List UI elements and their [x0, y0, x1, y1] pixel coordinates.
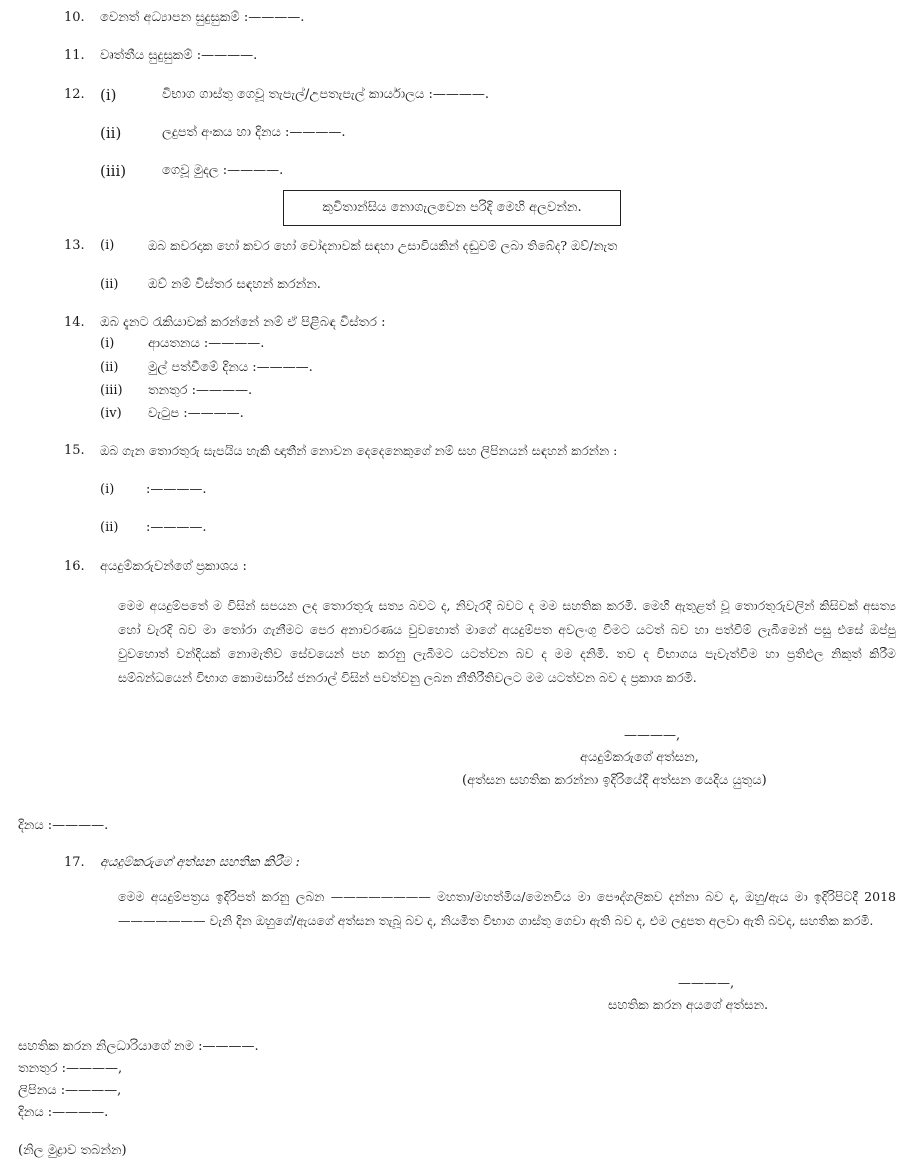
item-14-iii-field: තනතුර :————.: [148, 383, 253, 398]
date-field: දිනය :————.: [18, 818, 109, 833]
signature-certification: මෙම අයදුම්පත්‍රය ඉදිරිපත් කරනු ලබන ———————— මහතා/මහත්මිය/මෙනවිය මා පෞද්ගලිකව දන්නා බව ද, ඔහු/ඇය මා ඉදිරිපිටදී 2018 ——————— වැනි දින ඔහුගේ/ඇයගේ අත්සන තැබූ බව ද, නියමිත විභාග ගාස්තු ගෙවා ඇති බව ද, එම ලදුපත අලවා ඇති බවද, සහතික කරමි.: [118, 889, 896, 928]
item-14-ii-field: මුල් පත්වීමේ දිනය :————.: [148, 360, 313, 375]
item-13-i-question: ඔබ කවරදාක හෝ කවර හෝ චෝදනාවක් සඳහා උසාවියකින් දඬුවම් ලබා තිබේද? ඔව්/නැත: [148, 238, 618, 253]
item-10-field: වෙනත් අධ්‍යාපන සුදුසුකම් :————.: [100, 10, 305, 25]
item-14-heading: ඔබ දැනට රැකියාවක් කරන්නේ නම් ඒ පිළිබඳ විස්තර :: [100, 315, 386, 330]
officer-date-field: දිනය :————.: [18, 1105, 109, 1120]
item-13-ii-text: ඔව් නම් විස්තර සඳහන් කරන්න.: [148, 277, 321, 292]
item-15-i-field: :————.: [146, 482, 207, 497]
item-17-heading: අයදුම්කරුගේ අත්සන සහතික කිරීම :: [100, 855, 300, 870]
item-12-iii-label: (iii): [100, 162, 127, 180]
item-17-number: 17.: [64, 855, 85, 870]
item-12-i-field: විභාග ගාස්තු ගෙවූ තැපැල්/උපතැපැල් කාර්යාලය :————.: [162, 87, 490, 102]
item-16-heading: අයදුම්කරුවන්ගේ ප්‍රකාශය :: [100, 559, 247, 574]
item-15-heading: ඔබ ගැන තොරතුරු සැපයිය හැකි ඥාතීන් නොවන දෙදෙනෙකුගේ නම් සහ ලිපිනයන් සඳහන් කරන්න :: [100, 443, 618, 458]
item-15-ii-label: (ii): [100, 520, 119, 535]
item-13-number: 13.: [64, 238, 85, 253]
item-14-number: 14.: [64, 315, 85, 330]
item-14-i-field: ආයතනය :————.: [148, 336, 265, 351]
item-15-i-label: (i): [100, 482, 115, 497]
officer-name-field: සහතික කරන නිලධාරියාගේ නම :————.: [18, 1039, 259, 1054]
item-10-number: 10.: [64, 10, 85, 25]
item-13-i-label: (i): [100, 238, 115, 253]
officer-address-field: ලිපිනය :————,: [18, 1083, 122, 1098]
item-11-field: වෘත්තීය සුදුසුකම් :————.: [100, 48, 258, 63]
item-12-i-label: (i): [100, 86, 117, 104]
item-14-iv-field: වැටුප :————.: [148, 406, 244, 421]
applicant-declaration: මෙම අයදුම්පතේ ම විසින් සපයන ලද තොරතුරු සත්‍ය බවට ද, නිවැරදි බවට ද මම සහතික කරමි. මෙහි ඇතුළත් වූ තොරතුරුවලින් කිසිවක් අසත්‍ය හෝ වැරදි බව මා තෝරා ගැනීමට පෙර අනාවරණය වුවහොත් මාගේ අයදුම්පත අවලංගු වීමට යටත් බව හා පත්වීම් ලැබීමෙන් පසු එසේ ඔප්පු වුවහොත් වන්දියක් නොමැතිව සේවයෙන් පහ කරනු ලැබීමට යටත්වන බව ද මම දනිමි. තව ද විභාගය පැවැත්වීම හා ප්‍රතිඵල නිකුත් කිරීම සම්බන්ධයෙන් විභාග කොමසාරිස් ජනරාල් විසින් පවත්වනු ලබන නීතිරීතිවලට මම යටත්වන බව ද ප්‍රකාශ කරමි.: [118, 598, 896, 685]
item-12-iii-field: ගෙවූ මුදල :————.: [162, 163, 284, 178]
receipt-paste-box: කුවිතාන්සිය නොගැලවෙන පරිදි මෙහි අලවන්න.: [283, 190, 621, 226]
item-11-number: 11.: [64, 48, 85, 63]
item-12-number: 12.: [64, 87, 85, 102]
officer-post-field: තනතුර :————,: [18, 1061, 123, 1076]
certifier-signature-label: සහතික කරන අයගේ අත්සන.: [608, 998, 769, 1013]
item-14-i-label: (i): [100, 336, 115, 351]
item-12-ii-label: (ii): [100, 124, 122, 142]
applicant-signature-note: (අත්සන සහතික කරන්නා ඉදිරියේදී අත්සන යෙදිය යුතුය): [462, 773, 767, 788]
item-15-number: 15.: [64, 443, 85, 458]
applicant-signature-line: ————,: [624, 728, 681, 743]
item-16-number: 16.: [64, 559, 85, 574]
item-14-ii-label: (ii): [100, 360, 119, 375]
official-seal-note: (නිල මුද්‍රාව තබන්න): [18, 1143, 127, 1158]
item-14-iii-label: (iii): [100, 383, 123, 398]
item-12-ii-field: ලදුපත් අංකය හා දිනය :————.: [162, 125, 346, 140]
item-13-ii-label: (ii): [100, 277, 119, 292]
certifier-signature-line: ————,: [678, 976, 735, 991]
item-15-ii-field: :————.: [146, 520, 207, 535]
item-14-iv-label: (iv): [100, 406, 122, 421]
applicant-signature-label: අයදුම්කරුගේ අත්සන,: [580, 750, 699, 765]
